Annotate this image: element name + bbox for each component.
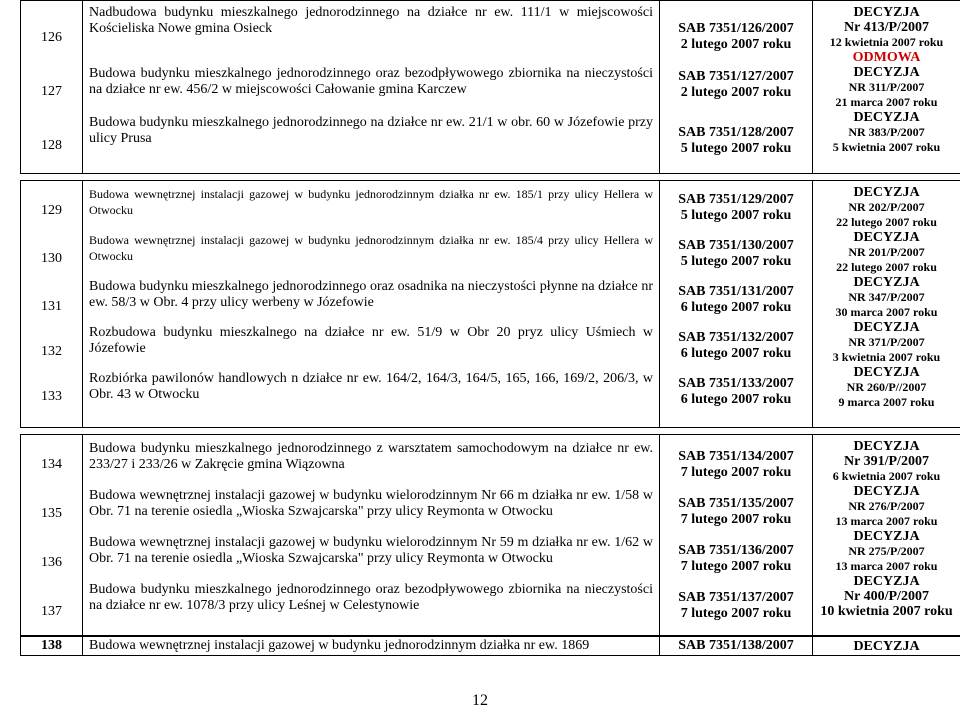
sab-date: 7 lutego 2007 roku <box>660 512 812 528</box>
records-table-block-2 <box>20 180 960 428</box>
row-number-column <box>21 181 83 428</box>
decision-number: NR 371/P/2007 <box>813 335 960 350</box>
description-column <box>83 1 660 174</box>
decision-label: DECYZJA <box>813 320 960 335</box>
decision-label: DECYZJA <box>813 484 960 499</box>
sab-date: 5 lutego 2007 roku <box>660 254 812 270</box>
row-number: 135 <box>21 506 82 522</box>
decision-date: 12 kwietnia 2007 roku <box>813 35 960 50</box>
records-table-block-3 <box>20 434 960 636</box>
row-number: 134 <box>21 457 82 473</box>
decision-date: 21 marca 2007 roku <box>813 95 960 110</box>
decision-date: 10 kwietnia 2007 roku <box>813 604 960 619</box>
page-number: 12 <box>0 692 960 710</box>
decision-label: DECYZJA <box>813 110 960 125</box>
decision-label: DECYZJA <box>813 365 960 380</box>
sab-number: SAB 7351/135/2007 <box>660 496 812 512</box>
sab-reference-column <box>660 435 813 636</box>
sab-number: SAB 7351/136/2007 <box>660 543 812 559</box>
decision-date: 5 kwietnia 2007 roku <box>813 140 960 155</box>
sab-number: SAB 7351/137/2007 <box>660 590 812 606</box>
decision-date: 22 lutego 2007 roku <box>813 215 960 230</box>
description-text: Budowa budynku mieszkalnego jednorodzinnego na działce nr ew. 21/1 w obr. 60 w Józefowie przy ulicy Prusa <box>89 115 653 147</box>
sab-reference-column <box>660 1 813 174</box>
records-table-last-row <box>20 636 960 656</box>
decision-label: DECYZJA <box>813 574 960 589</box>
row-number-column <box>21 435 83 636</box>
decision-date: 9 marca 2007 roku <box>813 395 960 410</box>
records-table-block-1 <box>20 0 960 174</box>
sab-number: SAB 7351/131/2007 <box>660 284 812 300</box>
sab-date: 6 lutego 2007 roku <box>660 346 812 362</box>
row-number: 130 <box>21 251 82 267</box>
sab-number: SAB 7351/130/2007 <box>660 238 812 254</box>
sab-date: 2 lutego 2007 roku <box>660 37 812 53</box>
description-text: Budowa budynku mieszkalnego jednorodzinnego oraz osadnika na nieczystości płynne na działce nr ew. 58/3 w Obr. 4 przy ulicy werbeny w Józefowie <box>89 279 653 311</box>
decision-number: NR 201/P/2007 <box>813 245 960 260</box>
refusal-label: ODMOWA <box>813 50 960 65</box>
sab-reference-column <box>660 181 813 428</box>
decision-date: 13 marca 2007 roku <box>813 559 960 574</box>
decision-label: DECYZJA <box>813 65 960 80</box>
description-text: Budowa wewnętrznej instalacji gazowej w budynku wielorodzinnym Nr 66 m działka nr ew. 1/58 w Obr. 71 na terenie osiedla „Wioska Szwajcarska" przy ulicy Reymonta w Otwocku <box>89 488 653 520</box>
description-column <box>83 181 660 428</box>
sab-date: 7 lutego 2007 roku <box>660 559 812 575</box>
decision-date: 13 marca 2007 roku <box>813 514 960 529</box>
sab-date: 5 lutego 2007 roku <box>660 208 812 224</box>
decision-number: NR 275/P/2007 <box>813 544 960 559</box>
decision-number: Nr 413/P/2007 <box>813 20 960 35</box>
row-number: 131 <box>21 299 82 315</box>
table-row <box>21 637 960 656</box>
sab-number: SAB 7351/134/2007 <box>660 449 812 465</box>
decision-date: 22 lutego 2007 roku <box>813 260 960 275</box>
decision-number: NR 260/P//2007 <box>813 380 960 395</box>
decision-number: NR 276/P/2007 <box>813 499 960 514</box>
row-number: 136 <box>21 555 82 571</box>
decision-number: NR 347/P/2007 <box>813 290 960 305</box>
description-text: Budowa budynku mieszkalnego jednorodzinnego oraz bezodpływowego zbiornika na nieczystości na działce nr ew. 456/2 w miejscowości Całowanie gmina Karczew <box>89 66 653 98</box>
decision-label: DECYZJA <box>813 439 960 454</box>
row-number: 128 <box>21 138 82 154</box>
description-text: Budowa wewnętrznej instalacji gazowej w budynku wielorodzinnym Nr 59 m działka nr ew. 1/62 w Obr. 71 na terenie osiedla „Wioska Szwajcarska" przy ulicy Reymonta w Otwocku <box>89 535 653 567</box>
description-column <box>83 435 660 636</box>
description-text: Budowa wewnętrznej instalacji gazowej w budynku jednorodzinnym działka nr ew. 185/4 przy ulicy Hellera w Otwocku <box>89 232 653 264</box>
row-number: 129 <box>21 203 82 219</box>
row-number: 133 <box>21 389 82 405</box>
decision-label: DECYZJA <box>813 5 960 20</box>
description-text: Budowa wewnętrznej instalacji gazowej w budynku jednorodzinnym działka nr ew. 1869 <box>83 637 660 656</box>
sab-date: 5 lutego 2007 roku <box>660 141 812 157</box>
sab-number: SAB 7351/127/2007 <box>660 69 812 85</box>
sab-number: SAB 7351/126/2007 <box>660 21 812 37</box>
decision-column <box>813 181 960 428</box>
decision-number: NR 383/P/2007 <box>813 125 960 140</box>
decision-column <box>813 435 960 636</box>
row-number: 137 <box>21 604 82 620</box>
decision-column <box>813 1 960 174</box>
description-text: Nadbudowa budynku mieszkalnego jednorodzinnego na działce nr ew. 111/1 w miejscowości Kościeliska Nowe gmina Osieck <box>89 5 653 37</box>
row-number: 126 <box>21 30 82 46</box>
sab-date: 7 lutego 2007 roku <box>660 606 812 622</box>
decision-date: 6 kwietnia 2007 roku <box>813 469 960 484</box>
decision-label: DECYZJA <box>813 637 960 656</box>
row-number-column <box>21 1 83 174</box>
row-number: 132 <box>21 344 82 360</box>
sab-number: SAB 7351/132/2007 <box>660 330 812 346</box>
decision-label: DECYZJA <box>813 275 960 290</box>
sab-number: SAB 7351/138/2007 <box>660 637 813 656</box>
decision-label: DECYZJA <box>813 529 960 544</box>
sab-number: SAB 7351/133/2007 <box>660 376 812 392</box>
decision-number: NR 202/P/2007 <box>813 200 960 215</box>
sab-number: SAB 7351/128/2007 <box>660 125 812 141</box>
sab-number: SAB 7351/129/2007 <box>660 192 812 208</box>
row-number: 138 <box>21 637 83 656</box>
sab-date: 6 lutego 2007 roku <box>660 392 812 408</box>
decision-date: 30 marca 2007 roku <box>813 305 960 320</box>
sab-date: 7 lutego 2007 roku <box>660 465 812 481</box>
row-number: 127 <box>21 84 82 100</box>
decision-label: DECYZJA <box>813 185 960 200</box>
description-text: Budowa wewnętrznej instalacji gazowej w budynku jednorodzinnym działka nr ew. 185/1 przy ulicy Hellera w Otwocku <box>89 186 653 218</box>
decision-date: 3 kwietnia 2007 roku <box>813 350 960 365</box>
decision-number: Nr 391/P/2007 <box>813 454 960 469</box>
sab-date: 6 lutego 2007 roku <box>660 300 812 316</box>
description-text: Rozbudowa budynku mieszkalnego na działce nr ew. 51/9 w Obr 20 pryz ulicy Uśmiech w Józefowie <box>89 325 653 357</box>
description-text: Budowa budynku mieszkalnego jednorodzinnego z warsztatem samochodowym na działce nr ew. 233/27 i 233/26 w Zakręcie gmina Wiązowna <box>89 441 653 473</box>
decision-number: NR 311/P/2007 <box>813 80 960 95</box>
sab-date: 2 lutego 2007 roku <box>660 85 812 101</box>
description-text: Rozbiórka pawilonów handlowych n działce nr ew. 164/2, 164/3, 164/5, 165, 166, 169/2, 206/3, w Obr. 43 w Otwocku <box>89 371 653 403</box>
decision-number: Nr 400/P/2007 <box>813 589 960 604</box>
description-text: Budowa budynku mieszkalnego jednorodzinnego oraz bezodpływowego zbiornika na nieczystości na działce nr ew. 1078/3 przy ulicy Leśnej w Celestynowie <box>89 582 653 614</box>
decision-label: DECYZJA <box>813 230 960 245</box>
